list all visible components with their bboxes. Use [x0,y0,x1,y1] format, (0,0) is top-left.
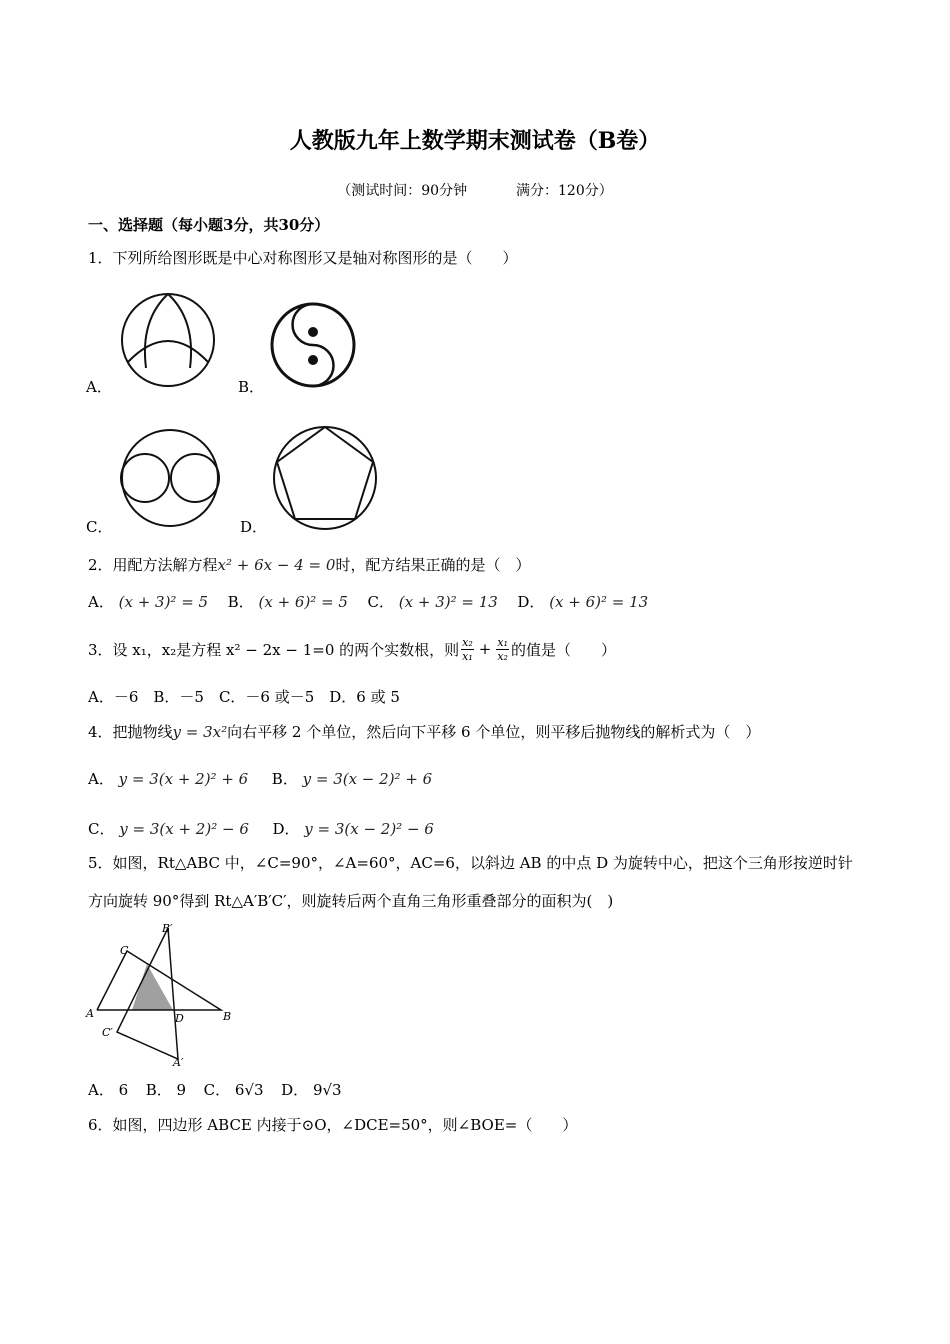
q5-label-a-prime: A′ [173,1056,184,1069]
q3-frac2-den: x₂ [497,649,508,663]
q5-options [88,1079,342,1100]
q4-options-row2 [88,818,434,839]
q4-stem-post: 向右平移 2 个单位，然后向下平移 6 个单位，则平移后抛物线的解析式为（ ） [227,723,761,741]
q1-option-b-label: B． [238,378,265,396]
q5-option-d-value: 9√3 [312,1081,342,1099]
q5-option-a-label: A． [88,1081,114,1099]
q1-option-c-label: C． [86,518,113,536]
q5-label-c: C [120,944,129,957]
q4-option-a-value: y = 3(x + 2)² + 6 [118,770,249,788]
q4-options-row1 [88,768,432,789]
q4-option-a-label: A． [88,770,114,788]
q5-label-d: D [175,1012,184,1025]
q3-fraction-1 [461,636,474,663]
q2-stem [88,554,530,575]
q2-stem-post: 时，配方结果正确的是（ ） [335,556,531,574]
test-score: 满分：120分） [516,183,613,199]
q1-figure-a [118,290,222,390]
q1-option-d-label: D． [240,518,268,536]
q5-option-b-label: B． [145,1081,172,1099]
q4-option-b-value: y = 3(x − 2)² + 6 [302,770,433,788]
q1-stem: 1．下列所给图形既是中心对称图形又是轴对称图形的是（ ） [88,249,518,267]
q2-option-c-value: (x + 3)² = 13 [398,593,498,611]
q4-option-c-label: C． [88,820,115,838]
q2-option-b-value: (x + 6)² = 5 [258,593,348,611]
test-time: （测试时间：90分钟 [337,183,468,199]
q3-frac2-num: x₁ [497,635,508,649]
q1-figure-d [268,424,382,532]
q2-option-a-value: (x + 3)² = 5 [118,593,209,611]
q5-option-b-value: 9 [176,1081,187,1099]
q5-label-a: A [86,1007,94,1020]
q2-option-a-label: A． [88,593,114,611]
q5-option-c-label: C． [203,1081,231,1099]
q5-label-b-prime: B′ [162,922,173,935]
q2-option-c-label: C． [367,593,395,611]
q5-figure [84,920,244,1070]
q5-option-d-label: D． [281,1081,309,1099]
page-title: 人教版九年上数学期末测试卷（B卷） [289,128,661,154]
q4-option-d-label: D． [272,820,300,838]
q4-equation: y = 3x² [172,723,228,741]
section-heading: 一、选择题（每小题3分，共30分） [88,216,330,234]
q1-figure-b [268,300,358,390]
q5-option-a-value: 6 [118,1081,129,1099]
q4-option-d-value: y = 3(x − 2)² − 6 [304,820,434,838]
q5-label-c-prime: C′ [102,1026,113,1039]
q4-option-c-value: y = 3(x + 2)² − 6 [119,820,249,838]
q3-plus: + [478,640,492,658]
q3-frac1-den: x₁ [462,649,473,663]
q4-stem [88,721,760,742]
q6-stem: 6．如图，四边形 ABCE 内接于⊙O，∠DCE=50°，则∠BOE=（ ） [88,1116,578,1134]
q3-stem [88,632,616,666]
q5-option-c-value: 6√3 [234,1081,264,1099]
q5-stem-line2: 方向旋转 90°得到 Rt△A′B′C′，则旋转后两个直角三角形重叠部分的面积为( ) [88,892,614,910]
q1-figure-c [115,426,225,530]
q3-options: A．－6 B．－5 C．－6 或－5 D．6 或 5 [88,688,400,706]
q2-options [88,591,648,612]
q3-fraction-2 [496,636,509,663]
q5-stem-line1: 5．如图，Rt△ABC 中，∠C=90°，∠A=60°，AC=6，以斜边 AB 的中点 D 为旋转中心，把这个三角形按逆时针 [88,854,853,872]
q3-stem-pre: 3．设 x₁，x₂是方程 x² − 2x − 1=0 的两个实数根，则 [88,640,460,659]
q2-option-d-value: (x + 6)² = 13 [549,593,649,611]
q4-option-b-label: B． [271,770,298,788]
q5-overlap-region [132,964,173,1010]
q3-frac1-num: x₂ [462,635,473,649]
q2-option-d-label: D． [517,593,545,611]
q5-label-b: B [223,1010,232,1023]
q4-stem-pre: 4．把抛物线 [88,723,173,741]
q3-stem-post: 的值是（ ） [510,640,616,659]
q2-equation: x² + 6x − 4 = 0 [217,556,336,574]
q2-stem-pre: 2．用配方法解方程 [88,556,218,574]
q2-option-b-label: B． [227,593,254,611]
q1-option-a-label: A． [86,378,112,396]
test-info [0,180,950,200]
